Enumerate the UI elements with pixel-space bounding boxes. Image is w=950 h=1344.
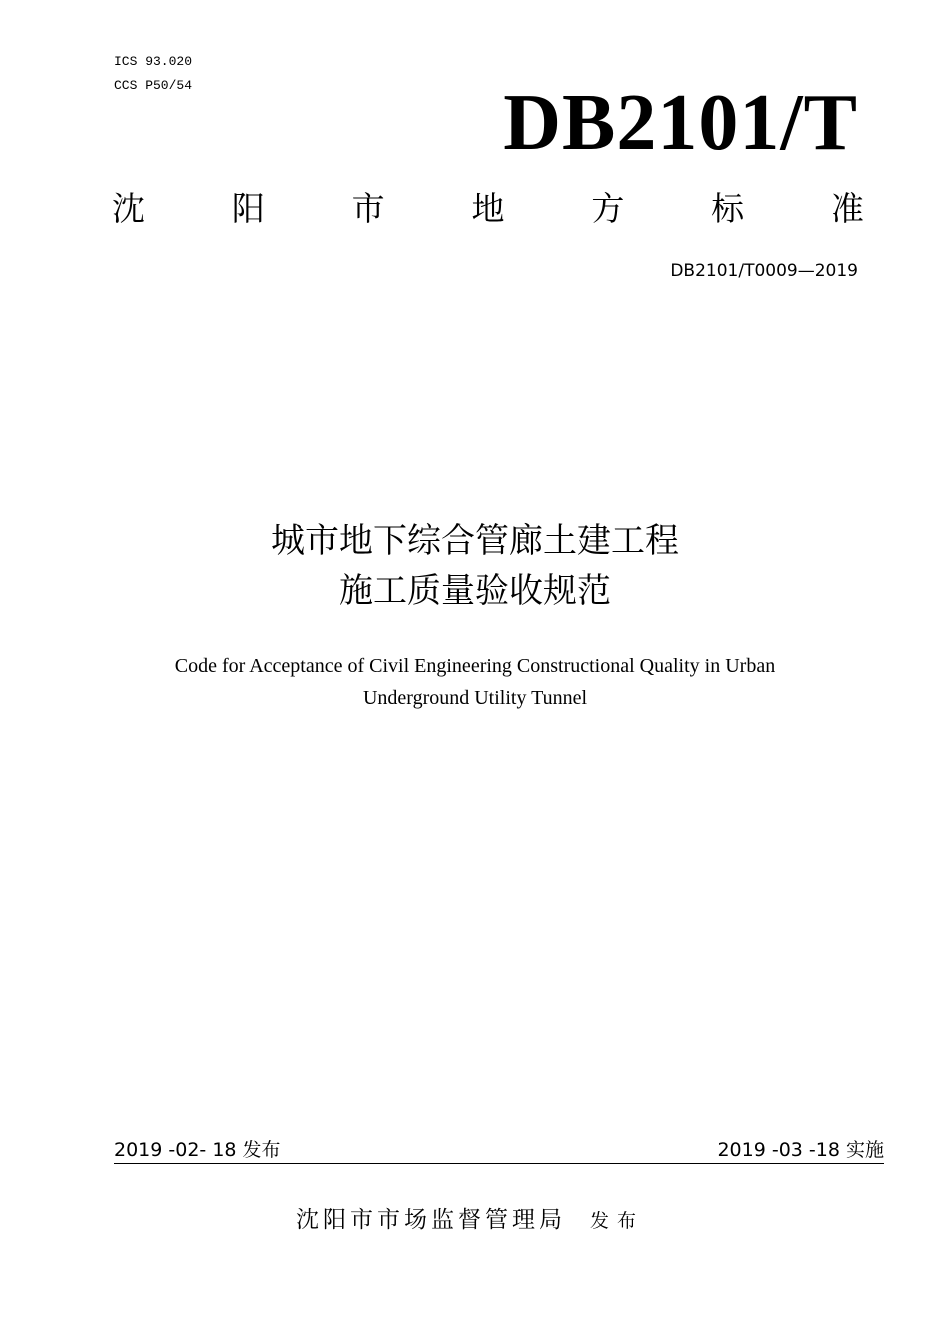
publisher-suffix: 发布 xyxy=(590,1210,645,1232)
document-title-english xyxy=(0,650,950,714)
standard-type-char: 标 xyxy=(711,189,745,228)
publisher-line xyxy=(296,1202,644,1239)
standard-type-char: 沈 xyxy=(112,189,145,228)
title-en-line2: Underground Utility Tunnel xyxy=(362,687,588,709)
standard-type-char: 阳 xyxy=(231,189,265,228)
standard-type-char: 方 xyxy=(591,189,625,228)
title-cn-line1: 城市地下综合管廊土建工程 xyxy=(271,521,679,561)
standard-code-heading: DB2101/T xyxy=(503,79,858,167)
date-row xyxy=(114,1136,884,1164)
issue-date: 2019 -02- 18 发布 xyxy=(114,1139,281,1161)
ccs-code: CCS P50/54 xyxy=(114,78,193,93)
title-cn-line2: 施工质量验收规范 xyxy=(339,571,611,611)
standard-type-char: 准 xyxy=(830,189,864,228)
publisher-name: 沈阳市市场监督管理局 xyxy=(296,1207,566,1233)
standard-number: DB2101/T0009—2019 xyxy=(670,261,858,281)
divider-line xyxy=(114,1163,884,1164)
title-en-line1: Code for Acceptance of Civil Engineering Constructional Quality in Urban xyxy=(174,655,776,677)
standard-type-char: 市 xyxy=(351,189,385,228)
standard-type-heading xyxy=(112,188,864,230)
classification-codes xyxy=(114,50,192,98)
standard-type-char: 地 xyxy=(471,189,505,228)
document-title-chinese xyxy=(0,516,950,616)
implementation-date: 2019 -03 -18 实施 xyxy=(717,1139,884,1161)
ics-code: ICS 93.020 xyxy=(114,54,193,69)
